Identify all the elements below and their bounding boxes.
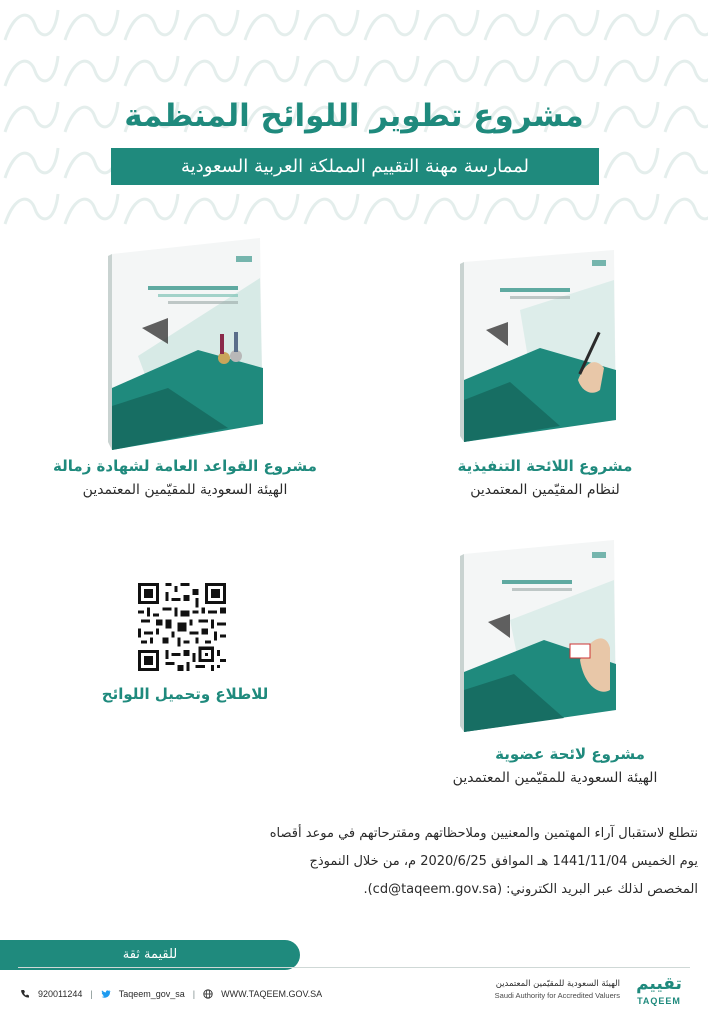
tagline-bar: للقيمة ثقة: [0, 940, 300, 970]
book-title-membership: مشروع لائحة عضوية: [495, 745, 645, 763]
notice-line: يوم الخميس 1441/11/04 هـ الموافق 2020/6/25 م، من خلال النموذج: [309, 854, 698, 869]
phone-icon: [20, 989, 30, 999]
footer-contacts: [20, 985, 322, 1003]
qr-caption: للاطلاع وتحميل اللوائح: [101, 685, 269, 703]
book-cover-membership[interactable]: [460, 540, 618, 732]
notice-line: المخصص لذلك عبر البريد الكتروني: (cd@taqeem.gov.sa).: [363, 882, 698, 897]
taqeem-logo[interactable]: [624, 972, 694, 1014]
qr-code-icon[interactable]: [138, 583, 226, 671]
twitter-handle[interactable]: Taqeem_gov_sa: [118, 989, 185, 999]
footer-divider: [18, 967, 690, 968]
phone-number[interactable]: 920011244: [38, 989, 83, 999]
book-subtitle-membership: الهيئة السعودية للمقيّمين المعتمدين: [452, 770, 658, 786]
subtitle-banner: لممارسة مهنة التقييم المملكة العربية السعودية: [111, 148, 599, 185]
twitter-icon: [101, 989, 111, 999]
footer-organization: [480, 978, 620, 1002]
logo-english: TAQEEM: [637, 996, 681, 1006]
page-title: مشروع تطوير اللوائح المنظمة: [124, 98, 584, 134]
separator: |: [192, 989, 196, 999]
book-subtitle-executive-regulation: لنظام المقيّمين المعتمدين: [470, 482, 620, 498]
book-cover-fellowship[interactable]: [108, 238, 266, 450]
book-subtitle-fellowship: الهيئة السعودية للمقيّمين المعتمدين: [82, 482, 288, 498]
org-name-arabic: الهيئة السعودية للمقيّمين المعتمدين: [495, 979, 620, 989]
book-cover-executive-regulation[interactable]: [460, 250, 618, 442]
logo-arabic: تقييم: [636, 974, 682, 994]
separator: |: [90, 989, 93, 999]
globe-icon: [203, 989, 213, 999]
notice-line: نتطلع لاستقبال آراء المهتمين والمعنيين وملاحظاتهم ومقترحاتهم في موعد أقصاه: [269, 826, 698, 841]
notice-paragraph: [269, 820, 698, 904]
org-name-english: Saudi Authority for Accredited Valuers: [494, 991, 620, 1000]
book-title-executive-regulation: مشروع اللائحة التنفيذية: [457, 457, 633, 475]
book-title-fellowship: مشروع القواعد العامة لشهادة زمالة: [53, 457, 317, 475]
website-link[interactable]: WWW.TAQEEM.GOV.SA: [221, 989, 323, 999]
